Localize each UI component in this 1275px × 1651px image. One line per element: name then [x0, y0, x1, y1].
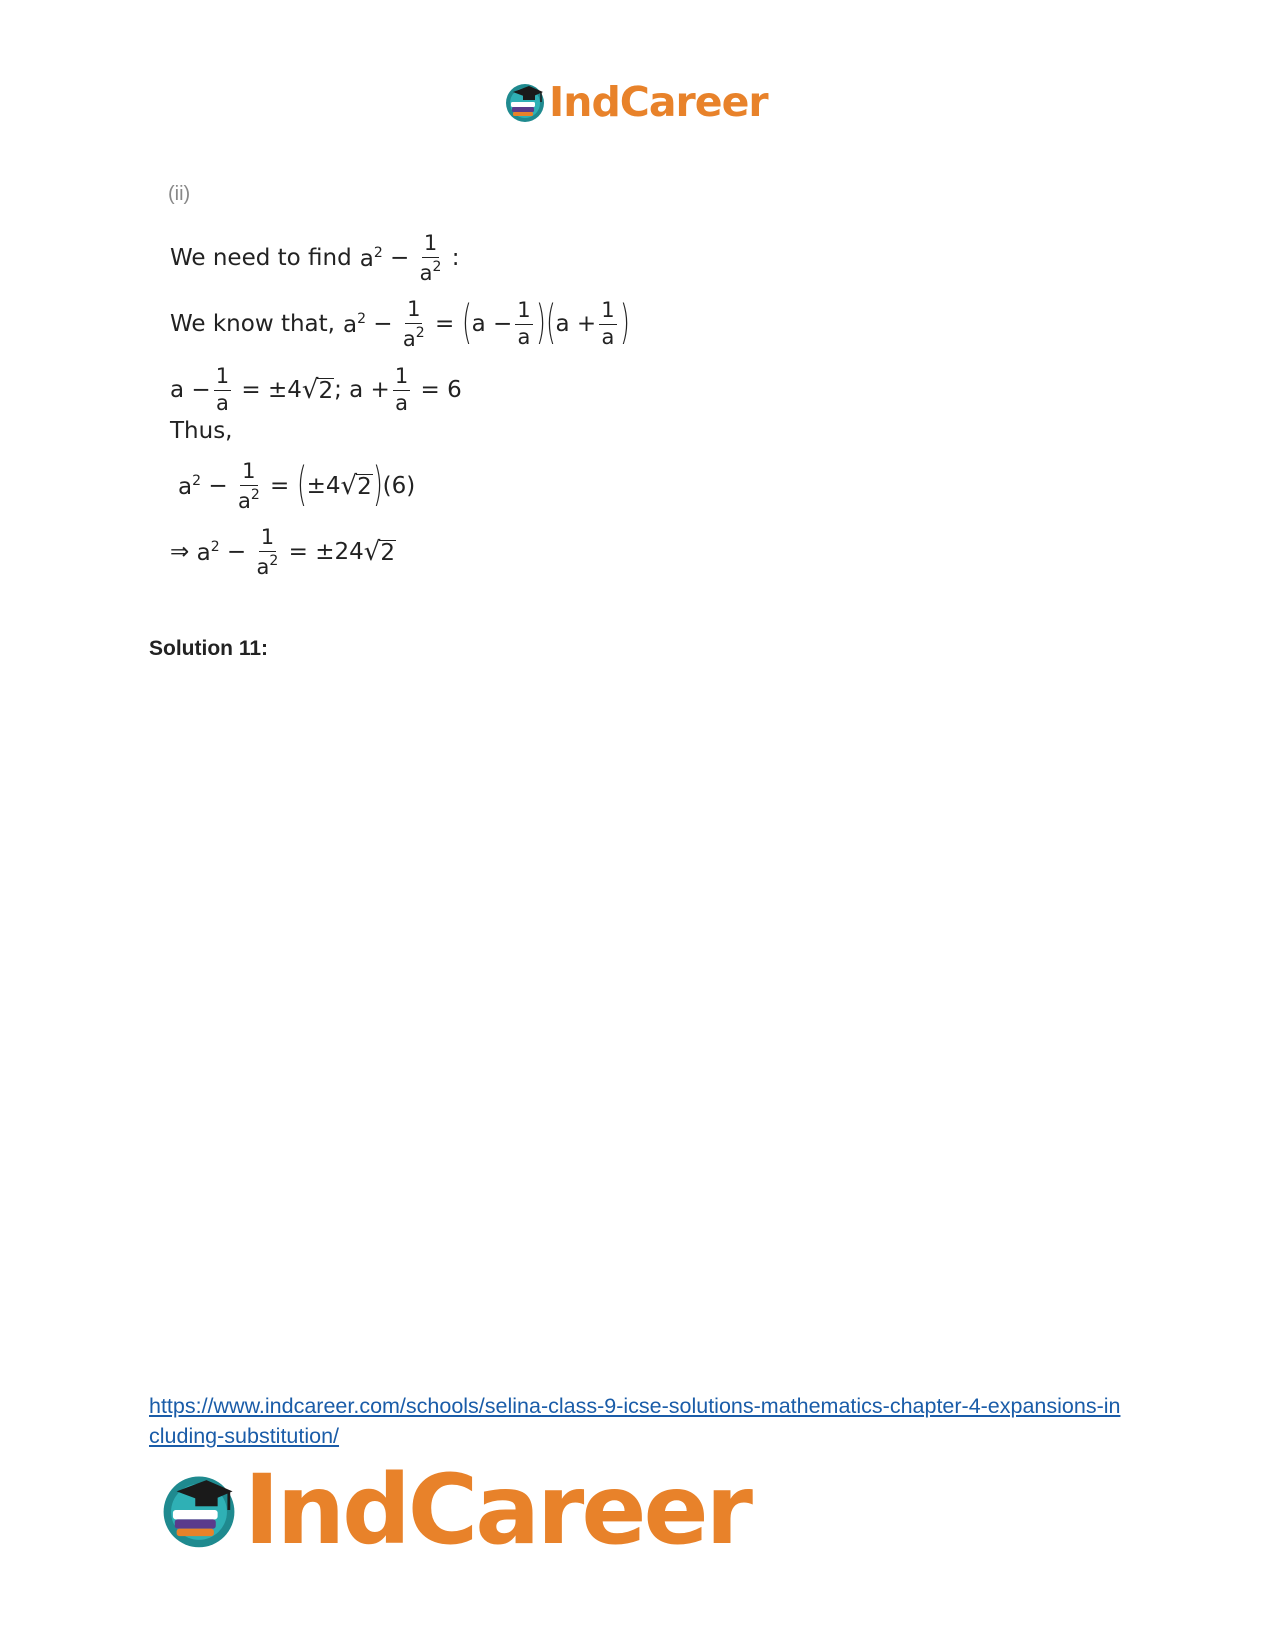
line2-text: We know that,: [170, 311, 335, 337]
math-line-2: We know that, $a^2$ − $\frac{1}{a^2}$ = ( a − $\frac{1}{a}$ ) ( a + $\frac{1}{a}$ ): [170, 295, 630, 351]
part-label: (ii): [168, 183, 191, 205]
math-line-3: a − $\frac{1}{a}$ = ±4 √ 2 ; a + $\frac{1}{a}$ = 6: [170, 364, 462, 415]
graduation-cap-book-globe-icon: [158, 1469, 240, 1551]
header-logo: [503, 78, 768, 126]
graduation-cap-book-globe-icon: [503, 80, 547, 124]
given-sum-value: 6: [447, 377, 462, 403]
footer-logo: [158, 1454, 750, 1566]
product-factor: (6): [382, 473, 416, 499]
given-diff-value: ±4: [267, 377, 302, 403]
brand-wordmark: IndCareer: [549, 78, 768, 126]
math-line-1: We need to find $a^2$ − $\frac{1}{a^2}$ :: [170, 230, 460, 285]
solution-heading: Solution 11:: [149, 637, 269, 660]
line1-text: We need to find: [170, 245, 352, 271]
thus-text: Thus,: [170, 418, 233, 444]
result-value: ±24: [315, 539, 364, 565]
math-line-6: ⇒ $a^2$ − $\frac{1}{a^2}$ = ±24 √ 2: [170, 524, 395, 579]
math-line-4: [170, 411, 233, 451]
math-line-5: $a^2$ − $\frac{1}{a^2}$ = ( ±4 √ 2 ) (6): [178, 457, 416, 513]
source-url-link[interactable]: https://www.indcareer.com/schools/selina-class-9-icse-solutions-mathematics-chapter-4-expansions-including-substitution/: [149, 1394, 1121, 1448]
implies-symbol: ⇒: [170, 539, 190, 565]
brand-wordmark: IndCareer: [244, 1454, 750, 1566]
